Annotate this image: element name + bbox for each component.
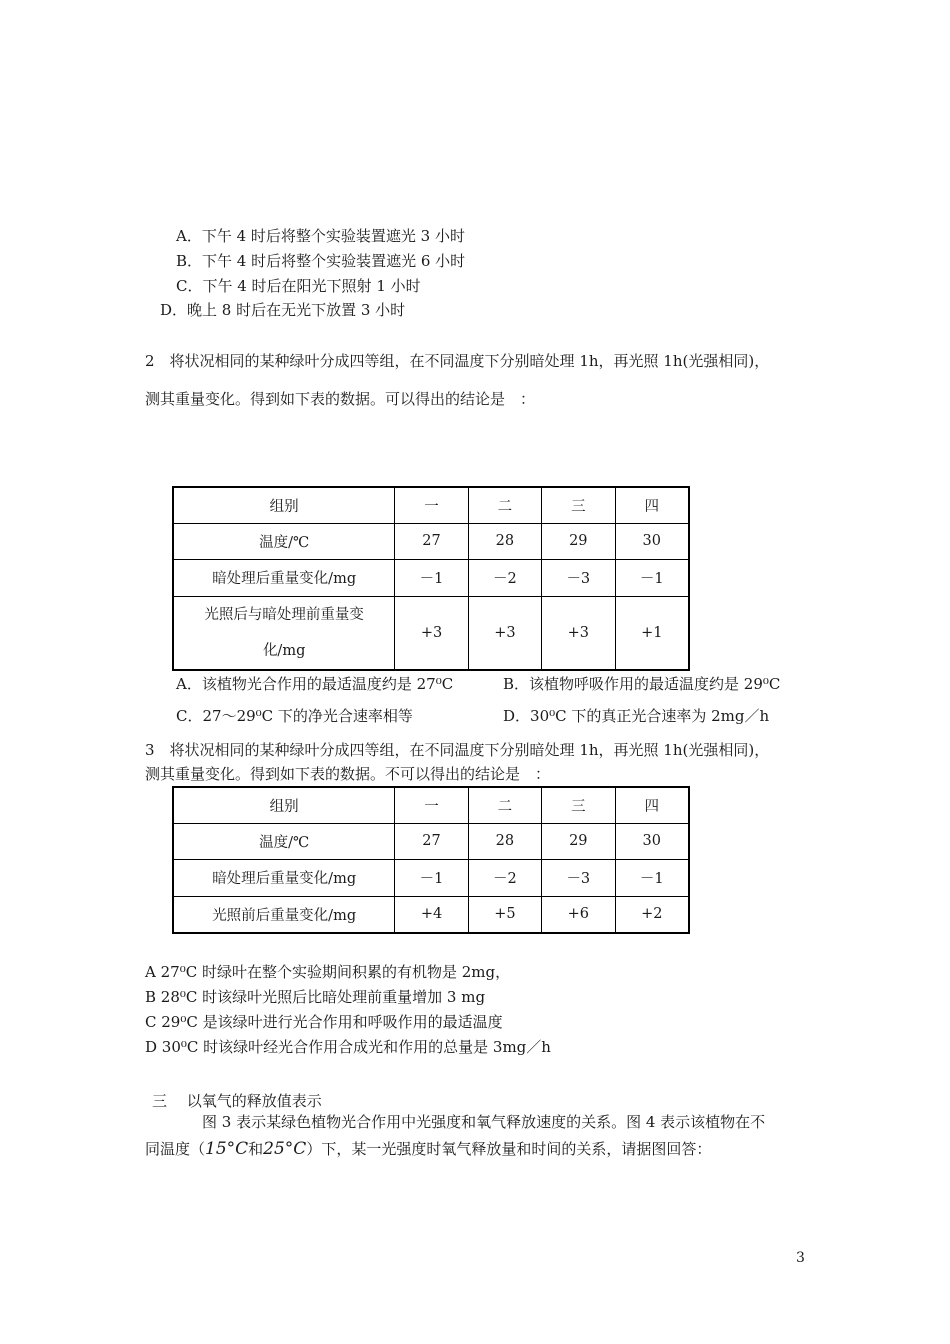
q2-option-c: C．27～29⁰C 下的净光合速率相等 (176, 707, 413, 725)
table-cell: 暗处理后重量变化/mg (173, 559, 395, 596)
table-cell: +3 (468, 596, 541, 670)
table-cell: +3 (542, 596, 615, 670)
table-row (173, 787, 689, 823)
page-number: 3 (796, 1250, 805, 1266)
temperature-15: 15°C (205, 1139, 249, 1159)
table-cell: +4 (395, 896, 468, 933)
section-paragraph-line1: 图 3 表示某绿色植物光合作用中光强度和氧气释放速度的关系。图 4 表示该植物在不 (202, 1113, 766, 1131)
para2-suffix: ）下，某一光强度时氧气释放量和时间的关系，请据图回答： (306, 1140, 712, 1158)
table-cell: +1 (615, 596, 689, 670)
table-row (173, 559, 689, 596)
table-cell: 二 (468, 787, 541, 823)
table-cell: +3 (395, 596, 468, 670)
table-cell: 30 (615, 523, 689, 559)
table-row (173, 823, 689, 859)
q3-stem-line1: 3 将状况相同的某种绿叶分成四等组，在不同温度下分别暗处理 1h，再光照 1h(光强相同)， (145, 741, 770, 759)
table-cell: 27 (395, 823, 468, 859)
q1-option-d: D．晚上 8 时后在无光下放置 3 小时 (160, 301, 406, 319)
table-row (173, 487, 689, 523)
q1-option-b: B．下午 4 时后将整个实验装置遮光 6 小时 (176, 252, 466, 270)
para2-prefix: 同温度（ (145, 1140, 206, 1158)
table-cell: 暗处理后重量变化/mg (173, 859, 395, 896)
q3-option-c: C 29⁰C 是该绿叶进行光合作用和呼吸作用的最适温度 (145, 1013, 503, 1031)
q2-option-d: D．30⁰C 下的真正光合速率为 2mg／h (503, 707, 770, 725)
cell-label-line1: 光照后与暗处理前重量变 (204, 606, 364, 623)
q2-option-a: A．该植物光合作用的最适温度约是 27⁰C (176, 675, 454, 693)
table-cell: +5 (468, 896, 541, 933)
section-title: 三 以氧气的释放值表示 (152, 1092, 322, 1110)
table-cell: 组别 (173, 787, 395, 823)
table-cell: 组别 (173, 487, 395, 523)
table-cell: －1 (615, 559, 689, 596)
table-cell: 三 (542, 487, 615, 523)
q2-option-b: B．该植物呼吸作用的最适温度约是 29⁰C (503, 675, 781, 693)
q3-option-a: A 27⁰C 时绿叶在整个实验期间积累的有机物是 2mg， (145, 963, 511, 981)
q3-option-d: D 30⁰C 时该绿叶经光合作用合成光和作用的总量是 3mg／h (145, 1038, 551, 1056)
q2-stem-line1: 2 将状况相同的某种绿叶分成四等组，在不同温度下分别暗处理 1h，再光照 1h(光强相同)， (145, 352, 770, 370)
table-cell: 28 (468, 823, 541, 859)
table-row (173, 896, 689, 933)
table-cell: +2 (615, 896, 689, 933)
table-cell: +6 (542, 896, 615, 933)
table-cell: 一 (395, 787, 468, 823)
para2-and: 和 (248, 1140, 264, 1158)
table-cell: 光照前后重量变化/mg (173, 896, 395, 933)
table-cell: －3 (542, 859, 615, 896)
table-cell: －2 (468, 559, 541, 596)
table-cell: 四 (615, 487, 689, 523)
table-cell: 三 (542, 787, 615, 823)
table-row (173, 523, 689, 559)
q2-table (172, 486, 690, 671)
table-cell: －1 (395, 859, 468, 896)
table-cell (173, 596, 395, 670)
cell-label-line2: 化/mg (262, 642, 306, 659)
table-cell: 27 (395, 523, 468, 559)
q3-stem-line2: 测其重量变化。得到如下表的数据。不可以得出的结论是 ： (145, 765, 551, 783)
q1-option-c: C．下午 4 时后在阳光下照射 1 小时 (176, 277, 421, 295)
table-cell: 29 (542, 523, 615, 559)
q3-option-b: B 28⁰C 时该绿叶光照后比暗处理前重量增加 3 mg (145, 988, 486, 1006)
q2-stem-line2: 测其重量变化。得到如下表的数据。可以得出的结论是 ： (145, 390, 536, 408)
table-cell: －2 (468, 859, 541, 896)
section-paragraph-line2 (145, 1139, 711, 1159)
table-row (173, 596, 689, 670)
table-cell: －1 (395, 559, 468, 596)
table-cell: 28 (468, 523, 541, 559)
table-cell: 四 (615, 787, 689, 823)
table-cell: －1 (615, 859, 689, 896)
table-cell: 二 (468, 487, 541, 523)
table-cell: 温度/℃ (173, 523, 395, 559)
table-row (173, 859, 689, 896)
table-cell: 温度/℃ (173, 823, 395, 859)
table-cell: 30 (615, 823, 689, 859)
table-cell: 一 (395, 487, 468, 523)
temperature-25: 25°C (263, 1139, 307, 1159)
table-cell: －3 (542, 559, 615, 596)
table-cell: 29 (542, 823, 615, 859)
q3-table (172, 786, 690, 934)
q1-option-a: A．下午 4 时后将整个实验装置遮光 3 小时 (176, 227, 465, 245)
